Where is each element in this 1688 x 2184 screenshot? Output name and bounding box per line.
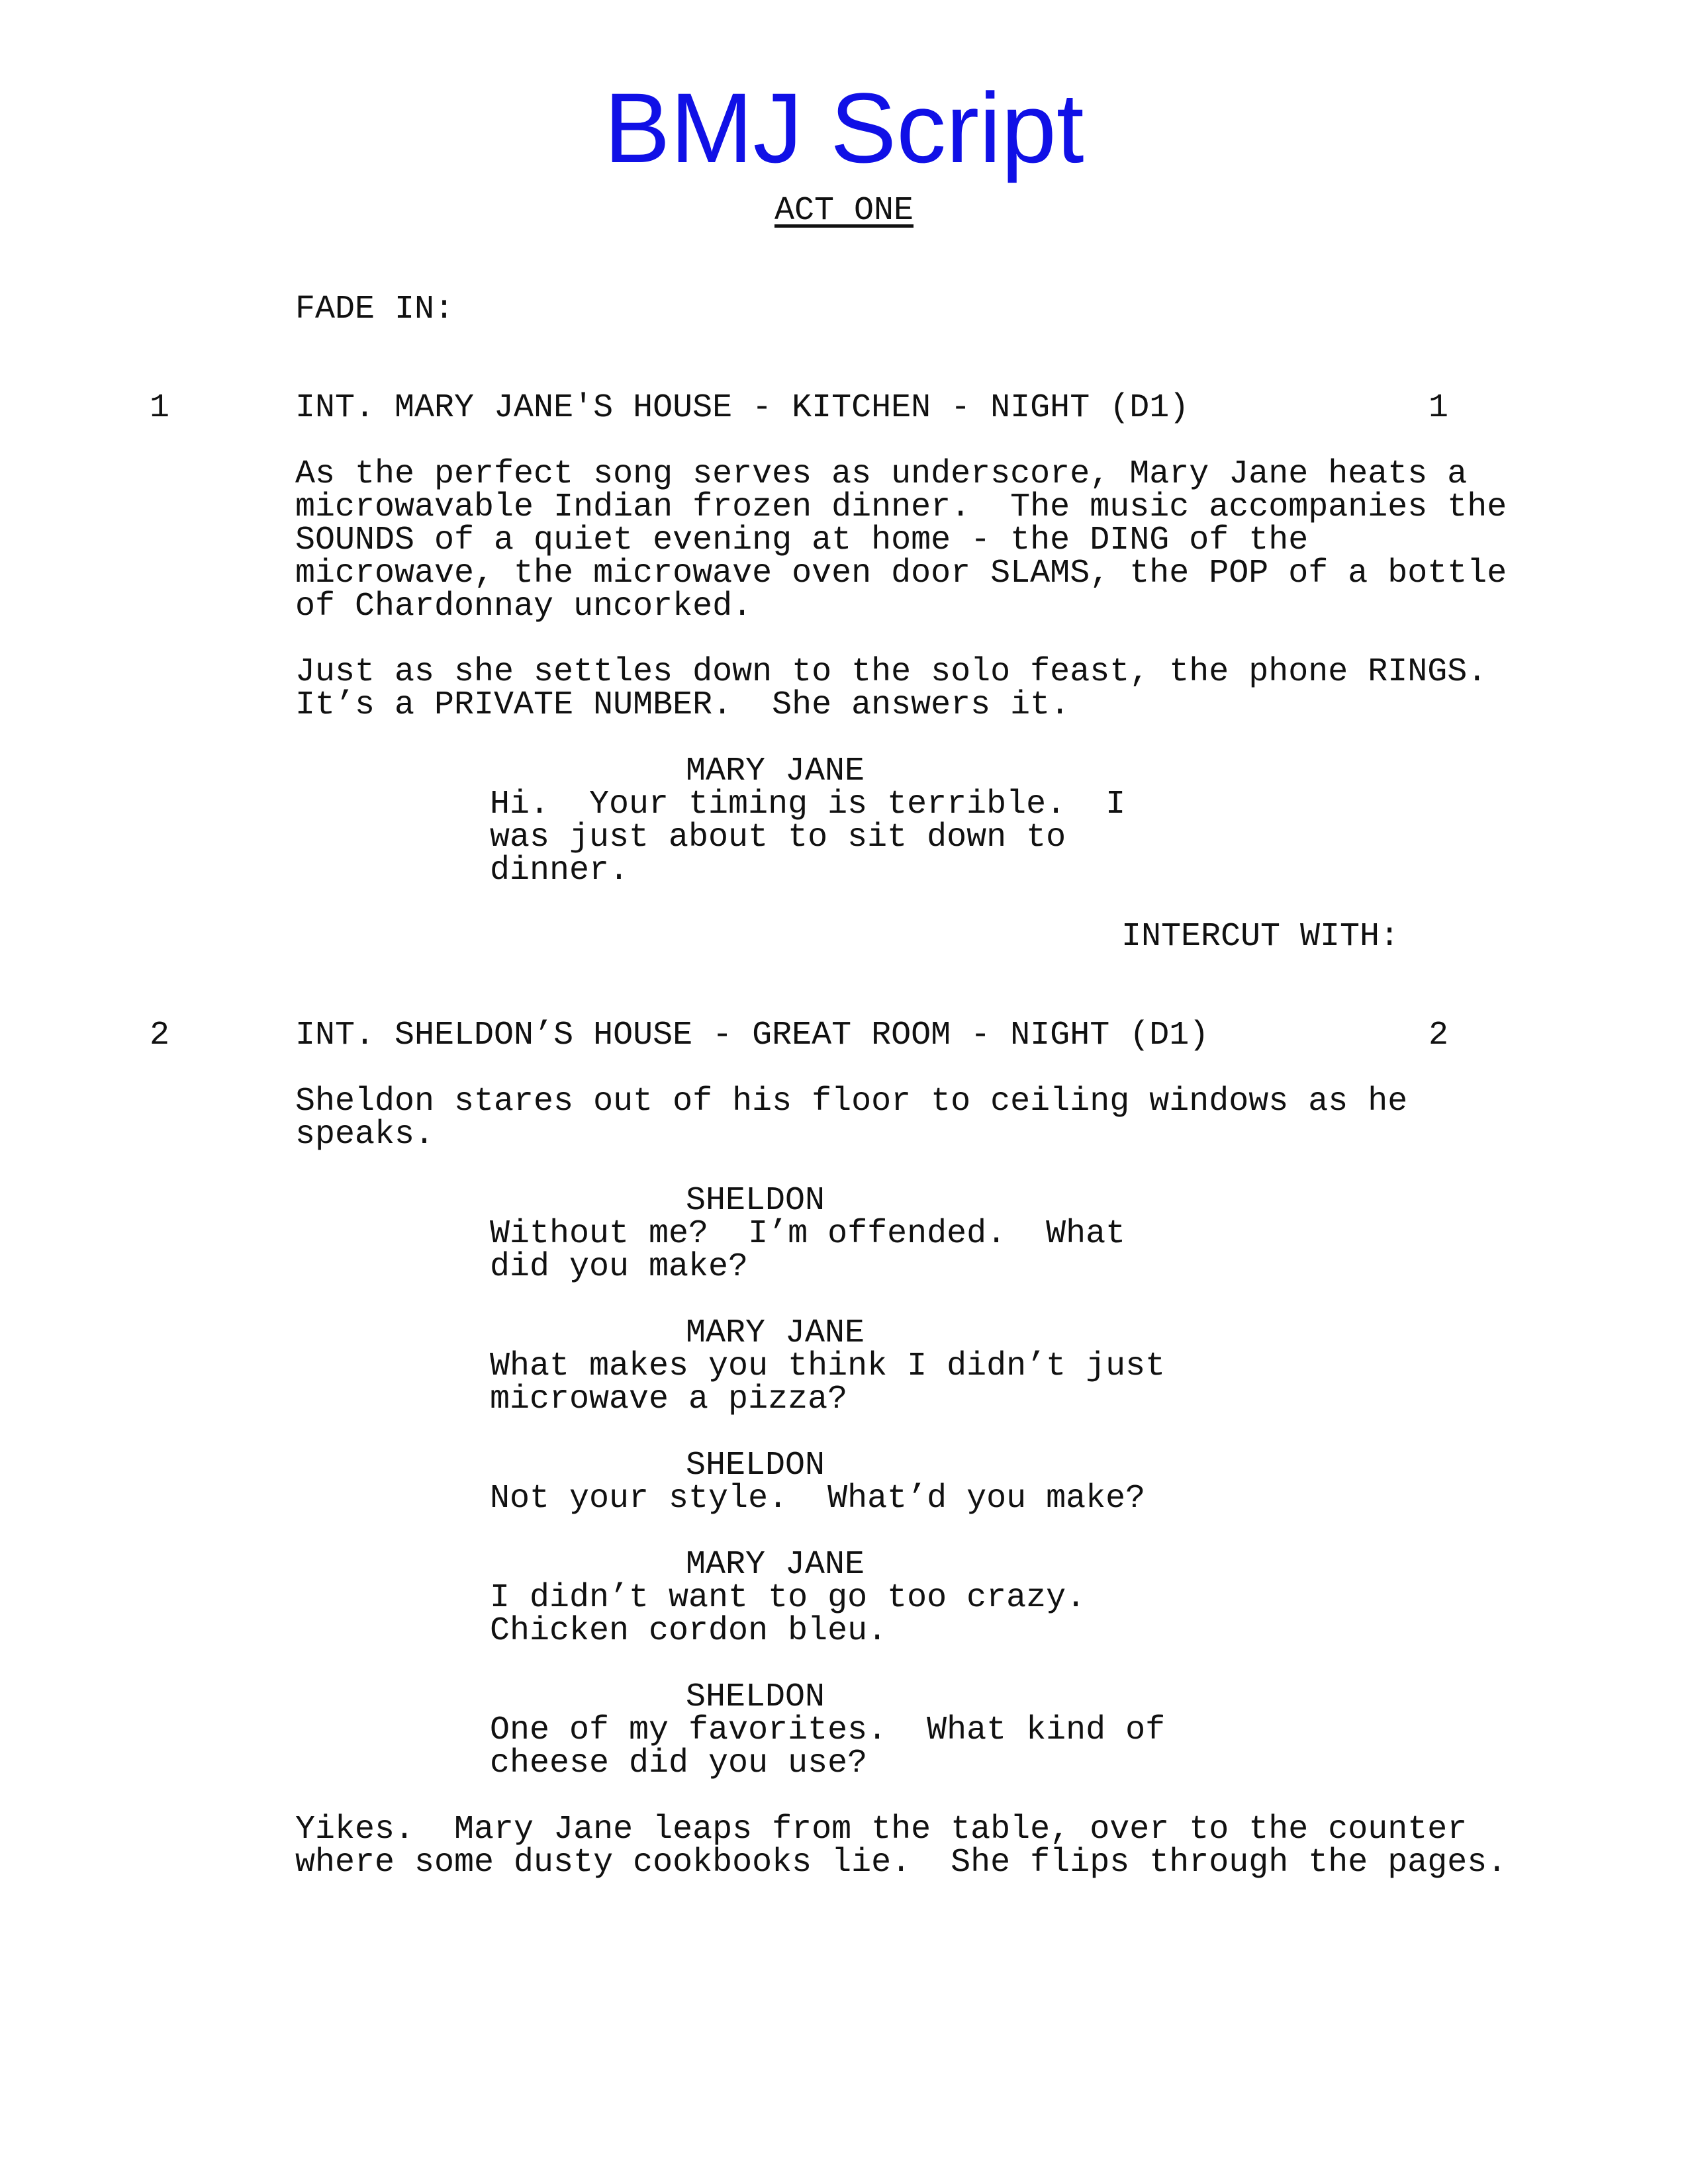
scene-number-right: 1 bbox=[1429, 389, 1449, 427]
dialogue-line: One of my favorites. What kind of bbox=[490, 1711, 1166, 1749]
action-line: SOUNDS of a quiet evening at home - the DING of the bbox=[295, 522, 1309, 559]
dialogue-line: Without me? I’m offended. What bbox=[490, 1215, 1126, 1253]
dialogue-line: Chicken cordon bleu. bbox=[490, 1612, 888, 1650]
action-line: where some dusty cookbooks lie. She flips through the pages. bbox=[295, 1844, 1507, 1882]
action-line: of Chardonnay uncorked. bbox=[295, 588, 753, 625]
action-line: Just as she settles down to the solo feast, the phone RINGS. bbox=[295, 653, 1487, 691]
character-cue: MARY JANE bbox=[686, 752, 865, 790]
action-line: Yikes. Mary Jane leaps from the table, over to the counter bbox=[295, 1811, 1468, 1848]
dialogue-line: cheese did you use? bbox=[490, 1745, 868, 1782]
action-line: Sheldon stares out of his floor to ceiling windows as he bbox=[295, 1083, 1408, 1120]
character-cue: SHELDON bbox=[686, 1447, 825, 1484]
act-heading: ACT ONE bbox=[774, 192, 914, 230]
dialogue-line: dinner. bbox=[490, 852, 630, 889]
character-cue: MARY JANE bbox=[686, 1314, 865, 1352]
character-cue: SHELDON bbox=[686, 1182, 825, 1220]
character-cue: SHELDON bbox=[686, 1678, 825, 1716]
scene-number-left: 1 bbox=[150, 389, 170, 427]
dialogue-line: Not your style. What’d you make? bbox=[490, 1480, 1146, 1518]
transition: INTERCUT WITH: bbox=[1121, 918, 1400, 956]
action-line: It’s a PRIVATE NUMBER. She answers it. bbox=[295, 686, 1070, 724]
script-title: BMJ Script bbox=[604, 72, 1084, 183]
scene-number-right: 2 bbox=[1429, 1017, 1449, 1054]
action-line: As the perfect song serves as underscore, Mary Jane heats a bbox=[295, 455, 1468, 493]
dialogue-line: I didn’t want to go too crazy. bbox=[490, 1579, 1086, 1617]
fade-in: FADE IN: bbox=[295, 291, 455, 328]
action-line: speaks. bbox=[295, 1116, 435, 1154]
action-line: microwave, the microwave oven door SLAMS, the POP of a bottle bbox=[295, 555, 1507, 592]
scene-heading: INT. MARY JANE'S HOUSE - KITCHEN - NIGHT (D1) bbox=[295, 389, 1190, 427]
dialogue-line: What makes you think I didn’t just bbox=[490, 1347, 1166, 1385]
dialogue-line: did you make? bbox=[490, 1248, 749, 1286]
scene-heading: INT. SHELDON’S HOUSE - GREAT ROOM - NIGHT (D1) bbox=[295, 1017, 1209, 1054]
dialogue-line: Hi. Your timing is terrible. I bbox=[490, 786, 1126, 823]
character-cue: MARY JANE bbox=[686, 1546, 865, 1584]
dialogue-line: microwave a pizza? bbox=[490, 1381, 848, 1418]
dialogue-line: was just about to sit down to bbox=[490, 819, 1066, 856]
action-line: microwavable Indian frozen dinner. The music accompanies the bbox=[295, 488, 1507, 526]
scene-number-left: 2 bbox=[150, 1017, 170, 1054]
